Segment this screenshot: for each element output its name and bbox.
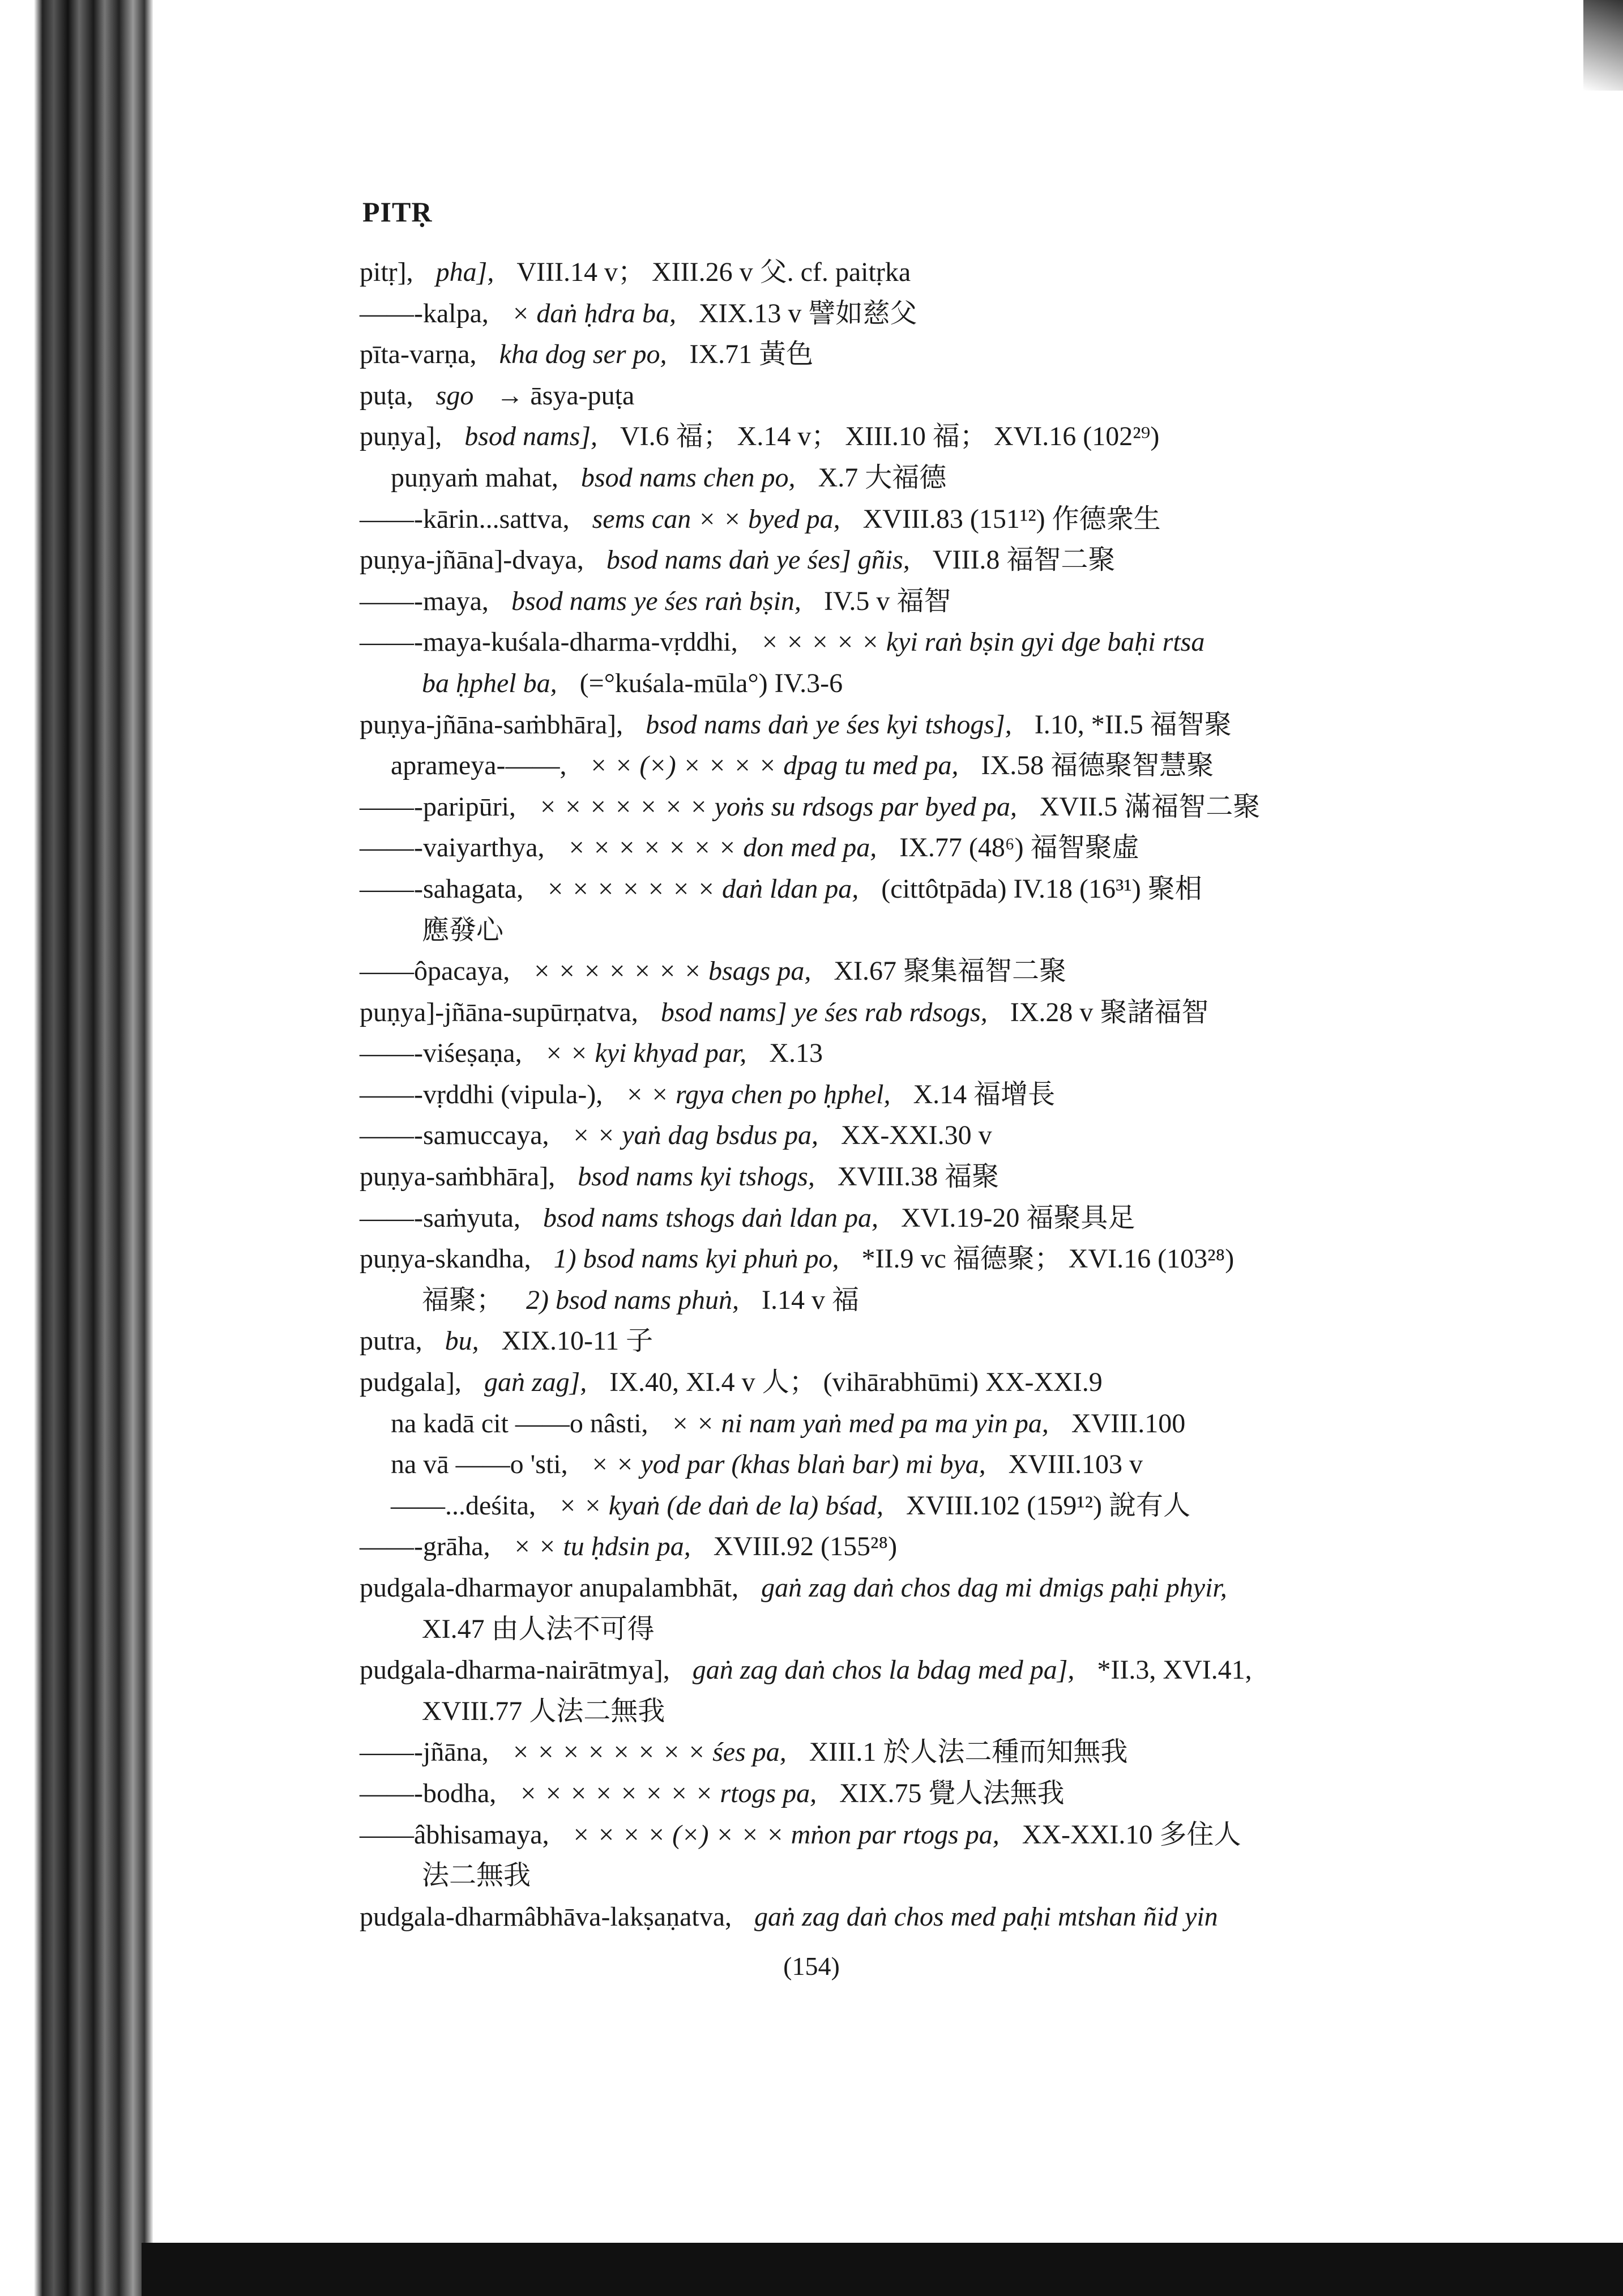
entry-text: ——-bodha, [360, 1778, 497, 1808]
entry-line [360, 1486, 1492, 1527]
entry-text: ——ôpacaya, [360, 956, 510, 987]
entry-text: XIX.13 v 譬如慈父 [699, 298, 917, 328]
tibetan-equivalent: sems can × × byed pa, [592, 503, 840, 534]
entry-text: ——-jñāna, [360, 1737, 489, 1768]
entry-line [360, 705, 1492, 746]
entry-line [360, 375, 1492, 417]
entry-text: XX-XXI.10 多住人 [1022, 1819, 1241, 1850]
entry-line [360, 1403, 1492, 1445]
entry-line [360, 458, 1492, 499]
entry-line [360, 334, 1492, 375]
entry-line [360, 869, 1492, 910]
entry-text: XVIII.102 (159¹²) 說有人 [906, 1490, 1190, 1521]
tibetan-equivalent: bsod nams tshogs daṅ ldan pa, [543, 1202, 879, 1233]
entry-line [360, 1074, 1492, 1116]
entry-text: IX.40, XI.4 v 人； (vihārabhūmi) XX-XXI.9 [609, 1367, 1103, 1398]
tibetan-equivalent: gaṅ zag daṅ chos dag mi dmigs paḥi phyir, [761, 1573, 1227, 1603]
tibetan-equivalent: × × tu ḥdsin pa, [512, 1531, 691, 1562]
entry-text: ——-sahagata, [360, 873, 524, 904]
entry-line [360, 293, 1492, 335]
entry-line [360, 1815, 1492, 1856]
entry-line [360, 1773, 1492, 1815]
entry-text: XVIII.92 (155²⁸) [713, 1531, 898, 1562]
entry-line [360, 499, 1492, 540]
entry-text: puṇya-jñāna]-dvaya, [360, 545, 584, 575]
entry-text: X.7 大福德 [818, 462, 947, 493]
tibetan-equivalent: × × (×) × × × × dpag tu med pa, [589, 750, 959, 781]
tibetan-equivalent: × daṅ ḥdra ba, [511, 298, 677, 328]
entry-text: ——...deśita, [391, 1490, 536, 1521]
tibetan-equivalent: × × × × × × × don med pa, [567, 833, 877, 863]
tibetan-equivalent: × × × × × × × bsags pa, [532, 956, 812, 987]
tibetan-equivalent: bsod nams daṅ ye śes] gñis, [606, 545, 910, 575]
entry-line [360, 827, 1492, 869]
entry-text: XVIII.100 [1071, 1408, 1186, 1439]
entry-line [360, 622, 1492, 663]
entry-text: ——-kārin...sattva, [360, 503, 570, 534]
entry-text: *II.3, XVI.41, [1097, 1655, 1252, 1685]
entry-text: IX.77 (48⁶) 福智聚虛 [899, 833, 1139, 863]
entry-text: VI.6 福； X.14 v； XIII.10 福； XVI.16 (102²⁹) [620, 421, 1160, 452]
entry-text: puṇya], [360, 421, 442, 452]
tibetan-equivalent: bsod nams chen po, [580, 462, 796, 493]
entry-text: VIII.8 福智二聚 [932, 545, 1116, 575]
tibetan-equivalent: gaṅ zag], [484, 1367, 587, 1398]
entry-text: (cittôtpāda) IV.18 (16³¹) 聚相 [881, 873, 1202, 904]
tibetan-equivalent: bsod nams], [464, 421, 597, 452]
entry-text: pudgala-dharmâbhāva-lakṣaṇatva, [360, 1901, 732, 1932]
entry-text: aprameya-——, [391, 750, 567, 781]
entry-text: na kadā cit ——o nâsti, [391, 1408, 648, 1439]
tibetan-equivalent: gaṅ zag daṅ chos med paḥi mtshan ñid yin [754, 1901, 1218, 1932]
entry-text: 福聚； [422, 1284, 504, 1315]
entry-text: ——-kalpa, [360, 298, 489, 328]
tibetan-equivalent: × × rgya chen po ḥphel, [625, 1079, 891, 1109]
tibetan-equivalent: bu, [445, 1326, 479, 1356]
entry-text: puṇya-saṁbhāra], [360, 1162, 556, 1192]
entry-text: XVII.5 滿福智二聚 [1039, 791, 1261, 822]
tibetan-equivalent: bsod nams daṅ ye śes kyi tshogs], [646, 709, 1012, 740]
tibetan-equivalent: 2) bsod nams phuṅ, [526, 1284, 740, 1315]
entry-text: XIII.1 於人法二種而知無我 [809, 1737, 1128, 1768]
page-number: (154) [783, 1952, 840, 1981]
entry-text: XVIII.103 v [1008, 1449, 1143, 1480]
entry-text: ——-saṁyuta, [360, 1202, 520, 1233]
entry-line [360, 663, 1492, 705]
page-bottom-edge [142, 2243, 1623, 2296]
entry-text: puṇya]-jñāna-supūrṇatva, [360, 997, 638, 1027]
entry-text: pitṛ], [360, 257, 413, 287]
entry-text: XI.67 聚集福智二聚 [834, 956, 1066, 987]
entry-text: VIII.14 v； XIII.26 v 父. cf. paitṛka [516, 257, 911, 287]
dictionary-entries [360, 252, 1492, 1937]
entry-line [360, 787, 1492, 828]
entry-line [360, 1691, 1492, 1732]
tibetan-equivalent: ba ḥphel ba, [422, 668, 557, 698]
entry-text: XVIII.77 人法二無我 [422, 1696, 665, 1726]
entry-text: IV.5 v 福智 [823, 586, 951, 616]
entry-line [360, 1855, 1492, 1897]
tibetan-equivalent: × × kyaṅ (de daṅ de la) bśad, [558, 1490, 883, 1521]
entry-text: XVIII.38 福聚 [837, 1162, 1000, 1192]
entry-line [360, 1033, 1492, 1074]
entry-text: ——-maya-kuśala-dharma-vṛddhi, [360, 627, 738, 658]
tibetan-equivalent: 1) bsod nams kyi phuṅ po, [553, 1244, 839, 1274]
entry-text: XI.47 由人法不可得 [422, 1614, 655, 1644]
entry-line [360, 1650, 1492, 1691]
entry-line [360, 1526, 1492, 1568]
entry-text: ——-samuccaya, [360, 1120, 549, 1151]
entry-line [360, 1198, 1492, 1239]
entry-text: ——âbhisamaya, [360, 1819, 549, 1850]
entry-text: I.14 v 福 [762, 1284, 860, 1315]
tibetan-equivalent: × × × × (×) × × × mṅon par rtogs pa, [571, 1819, 1000, 1850]
entry-line [360, 951, 1492, 992]
tibetan-equivalent: gaṅ zag daṅ chos la bdag med pa], [692, 1655, 1075, 1685]
entry-line [360, 1732, 1492, 1773]
tibetan-equivalent: × × × × × × × yoṅs su rdsogs par byed pa, [538, 791, 1017, 822]
entry-text: IX.71 黃色 [689, 339, 814, 370]
entry-line [360, 1362, 1492, 1403]
tibetan-equivalent: sgo [435, 380, 474, 411]
entry-text: 應發心 [422, 915, 504, 945]
entry-line [360, 1239, 1492, 1280]
entry-text: XIX.10-11 子 [501, 1326, 654, 1356]
tibetan-equivalent: kha dog ser po, [499, 339, 667, 370]
entry-text: ——-maya, [360, 586, 489, 616]
entry-text: X.13 [769, 1038, 823, 1069]
entry-text: puṭa, [360, 380, 413, 411]
entry-line [360, 1115, 1492, 1156]
tibetan-equivalent: × × yod par (khas blaṅ bar) mi bya, [590, 1449, 986, 1480]
entry-text: XVIII.83 (151¹²) 作德衆生 [862, 503, 1161, 534]
entry-line [360, 1280, 1492, 1321]
tibetan-equivalent: × × yaṅ dag bsdus pa, [571, 1120, 818, 1151]
tibetan-equivalent: × × × × × kyi raṅ bṣin gyi dge baḥi rtsa [760, 627, 1205, 658]
tibetan-equivalent: × × × × × × × × śes pa, [511, 1737, 787, 1768]
tibetan-equivalent: × × × × × × × × rtogs pa, [519, 1778, 817, 1808]
entry-text: pīta-varṇa, [360, 339, 477, 370]
running-head: PITṚ [362, 196, 433, 228]
entry-line [360, 581, 1492, 622]
entry-text: IX.28 v 聚諸福智 [1010, 997, 1209, 1027]
entry-text: XIX.75 覺人法無我 [839, 1778, 1065, 1808]
tibetan-equivalent: bsod nams kyi tshogs, [578, 1162, 815, 1192]
tibetan-equivalent: bsod nams ye śes raṅ bṣin, [511, 586, 801, 616]
entry-text: XX-XXI.30 v [840, 1120, 992, 1151]
entry-line [360, 1568, 1492, 1609]
entry-text: pudgala-dharmayor anupalambhāt, [360, 1573, 739, 1603]
entry-text: puṇya-skandha, [360, 1244, 531, 1274]
entry-text: putra, [360, 1326, 422, 1356]
entry-line [360, 252, 1492, 293]
entry-line [360, 1321, 1492, 1362]
entry-text: I.10, *II.5 福智聚 [1034, 709, 1232, 740]
entry-line [360, 1156, 1492, 1198]
entry-text: na vā ——o 'sti, [391, 1449, 568, 1480]
entry-text: ——-viśeṣaṇa, [360, 1038, 522, 1069]
entry-text: X.14 福增長 [913, 1079, 1056, 1109]
entry-line [360, 1609, 1492, 1650]
entry-text: ——-vaiyarthya, [360, 833, 545, 863]
entry-text: ——-paripūri, [360, 791, 516, 822]
entry-text: XVI.19-20 福聚具足 [901, 1202, 1135, 1233]
entry-text: → āsya-puṭa [496, 380, 635, 411]
entry-line [360, 992, 1492, 1034]
entry-text: 法二無我 [422, 1860, 531, 1891]
tibetan-equivalent: × × × × × × × daṅ ldan pa, [546, 873, 859, 904]
entry-line [360, 416, 1492, 458]
entry-text: pudgala-dharma-nairātmya], [360, 1655, 670, 1685]
page-corner-shadow [1583, 0, 1623, 91]
entry-text: puṇya-jñāna-saṁbhāra], [360, 709, 623, 740]
entry-line [360, 745, 1492, 787]
entry-line [360, 1897, 1492, 1938]
tibetan-equivalent: × × kyi khyad par, [544, 1038, 747, 1069]
tibetan-equivalent: × × ni nam yaṅ med pa ma yin pa, [670, 1408, 1049, 1439]
entry-text: ——-vṛddhi (vipula-), [360, 1079, 603, 1109]
entry-text: pudgala], [360, 1367, 462, 1398]
entry-line [360, 1444, 1492, 1486]
entry-text: IX.58 福德聚智慧聚 [981, 750, 1214, 781]
tibetan-equivalent: pha], [435, 257, 494, 287]
entry-text: *II.9 vc 福德聚； XVI.16 (103²⁸) [861, 1244, 1235, 1274]
entry-text: ——-grāha, [360, 1531, 490, 1562]
entry-line [360, 910, 1492, 951]
entry-line [360, 540, 1492, 581]
tibetan-equivalent: bsod nams] ye śes rab rdsogs, [660, 997, 988, 1027]
entry-text: puṇyaṁ mahat, [391, 462, 558, 493]
entry-text: (=°kuśala-mūla°) IV.3-6 [579, 668, 843, 698]
